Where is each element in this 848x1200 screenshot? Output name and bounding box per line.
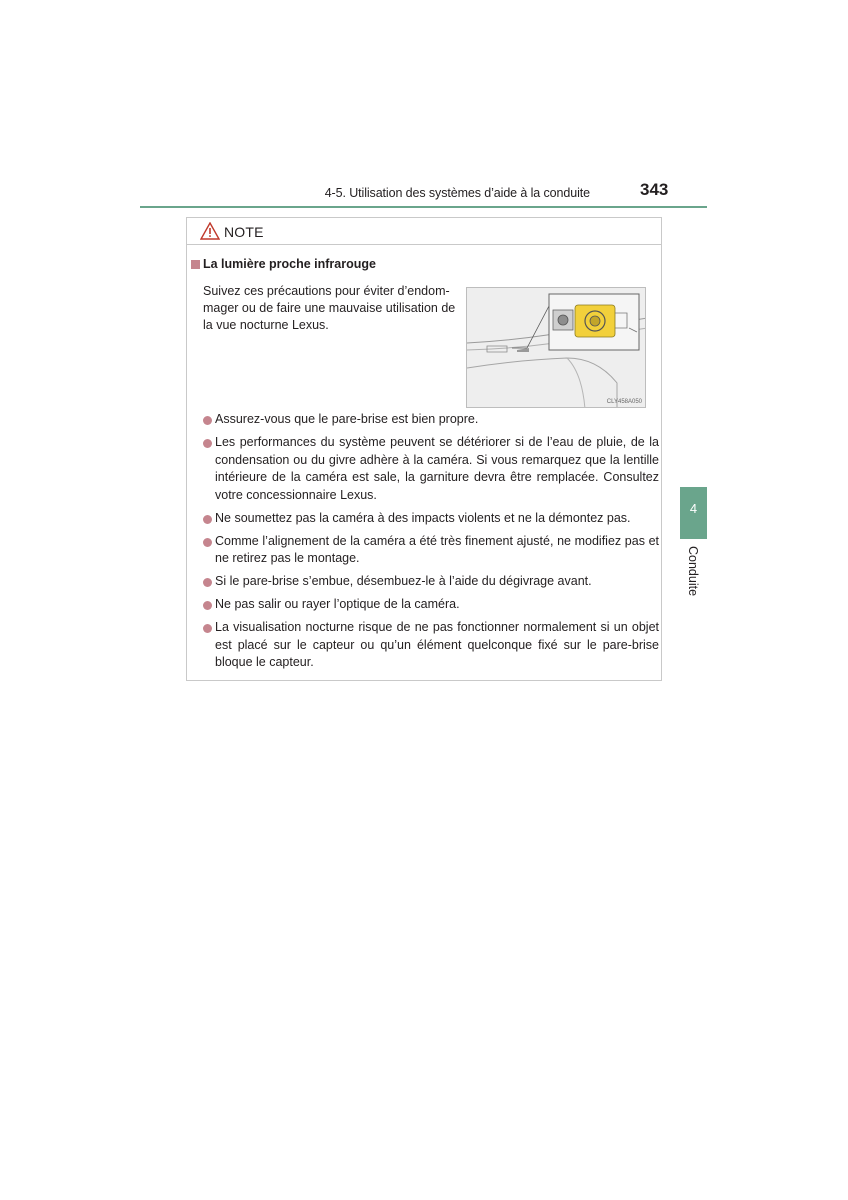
list-item: Les performances du système peuvent se détériorer si de l’eau de pluie, de la condensation ou du givre adhère à la caméra. Si vous remarquez que la lentille intérieure de la caméra est sale, la garniture devra être remplacée. Consultez votre concessionnaire Lexus. xyxy=(203,434,659,504)
list-item: Assurez-vous que le pare-brise est bien propre. xyxy=(203,411,659,429)
warning-triangle-icon xyxy=(200,222,220,245)
bullet-dot-icon xyxy=(203,624,212,633)
bullet-dot-icon xyxy=(203,538,212,547)
square-bullet-icon xyxy=(191,260,200,269)
chapter-label: Conduite xyxy=(686,546,700,597)
bullet-dot-icon xyxy=(203,439,212,448)
section-heading-text: La lumière proche infrarouge xyxy=(203,257,376,271)
header-divider xyxy=(140,206,707,208)
page-number: 343 xyxy=(640,180,669,199)
list-item: La visualisation nocturne risque de ne pas fonctionner normalement si un objet est placé sur le capteur ou qu’un élément quelconque fixé sur le pare-brise bloque le capteur. xyxy=(203,619,659,672)
bullet-dot-icon xyxy=(203,416,212,425)
bullet-list xyxy=(203,411,659,677)
bullet-dot-icon xyxy=(203,601,212,610)
note-label: NOTE xyxy=(224,224,264,240)
chapter-tab[interactable] xyxy=(680,487,707,539)
list-item: Comme l’alignement de la caméra a été très finement ajusté, ne modifiez pas et ne retirez pas le montage. xyxy=(203,533,659,568)
list-item: Ne pas salir ou rayer l’optique de la caméra. xyxy=(203,596,659,614)
intro-paragraph: Suivez ces précautions pour éviter d’endom- mager ou de faire une mauvaise utilisation de la vue nocturne Lexus. xyxy=(203,284,456,332)
illustration-code: CLY458A050 xyxy=(606,399,642,405)
chapter-number: 4 xyxy=(689,501,698,516)
note-box xyxy=(186,217,662,681)
note-header xyxy=(187,218,661,245)
page-header-title: 4-5. Utilisation des systèmes d’aide à la conduite xyxy=(324,186,590,200)
bullet-dot-icon xyxy=(203,515,212,524)
list-item: Si le pare-brise s’embue, désembuez-le à l’aide du dégivrage avant. xyxy=(203,573,659,591)
section-heading xyxy=(191,257,376,271)
camera-illustration xyxy=(466,287,646,408)
list-item: Ne soumettez pas la caméra à des impacts violents et ne la démontez pas. xyxy=(203,510,659,528)
bullet-dot-icon xyxy=(203,578,212,587)
